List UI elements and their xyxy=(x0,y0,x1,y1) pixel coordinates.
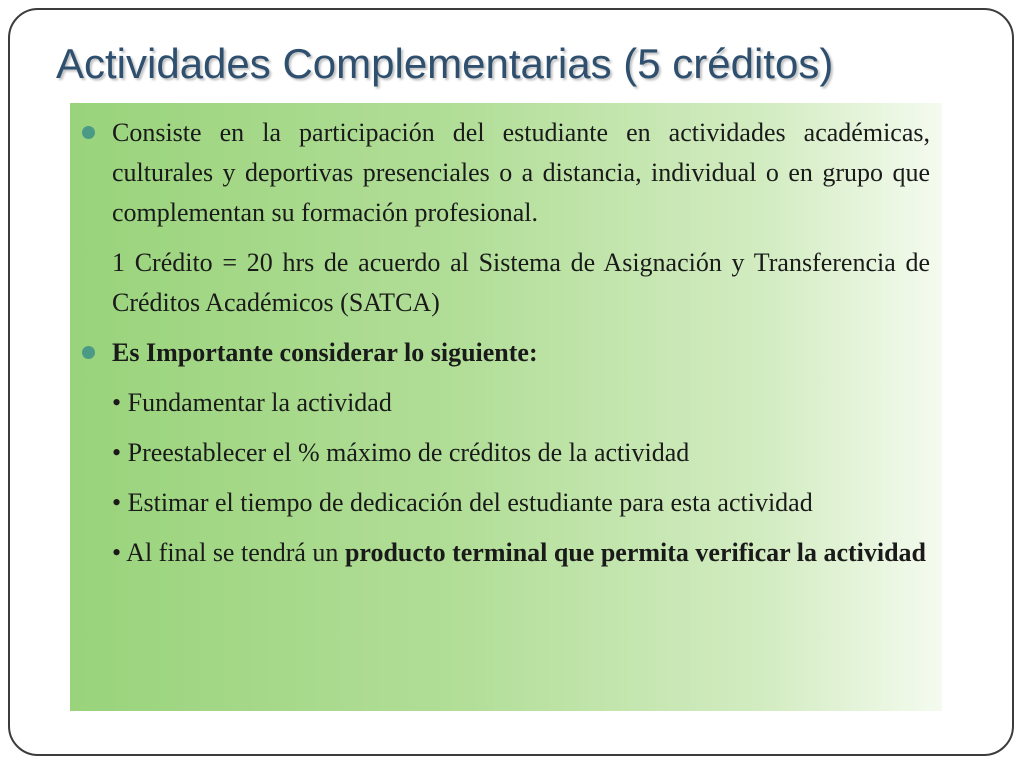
paragraph-credit-equivalence xyxy=(70,243,930,323)
paragraph-text: Consiste en la participación del estudiante en actividades académicas, culturales y deportivas presenciales o a distancia, individual o en grupo que complementan su formación profesional. xyxy=(112,118,930,227)
bullet-icon xyxy=(82,346,95,359)
bullet-icon xyxy=(82,126,95,139)
list-item-text: • Preestablecer el % máximo de créditos de la actividad xyxy=(112,438,690,467)
list-item-bold-text: producto terminal que permita verificar la actividad xyxy=(344,538,927,567)
heading-text: Es Importante considerar lo siguiente: xyxy=(112,338,538,367)
paragraph-text: 1 Crédito = 20 hrs de acuerdo al Sistema de Asignación y Transferencia de Créditos Académicos (SATCA) xyxy=(112,248,930,317)
list-item-text: • Al final se tendrá un xyxy=(112,538,345,567)
paragraph-considerations-heading xyxy=(70,333,930,373)
list-item-estimar xyxy=(70,483,930,523)
list-item-producto-terminal xyxy=(70,533,930,573)
list-item-text: • Estimar el tiempo de dedicación del estudiante para esta actividad xyxy=(112,488,813,517)
list-item-preestablecer xyxy=(70,433,930,473)
list-item-text: • Fundamentar la actividad xyxy=(112,388,392,417)
list-item-fundamentar xyxy=(70,383,930,423)
slide-title: Actividades Complementarias (5 créditos) xyxy=(56,40,834,87)
paragraph-definition xyxy=(70,113,930,233)
content-panel xyxy=(70,103,942,711)
